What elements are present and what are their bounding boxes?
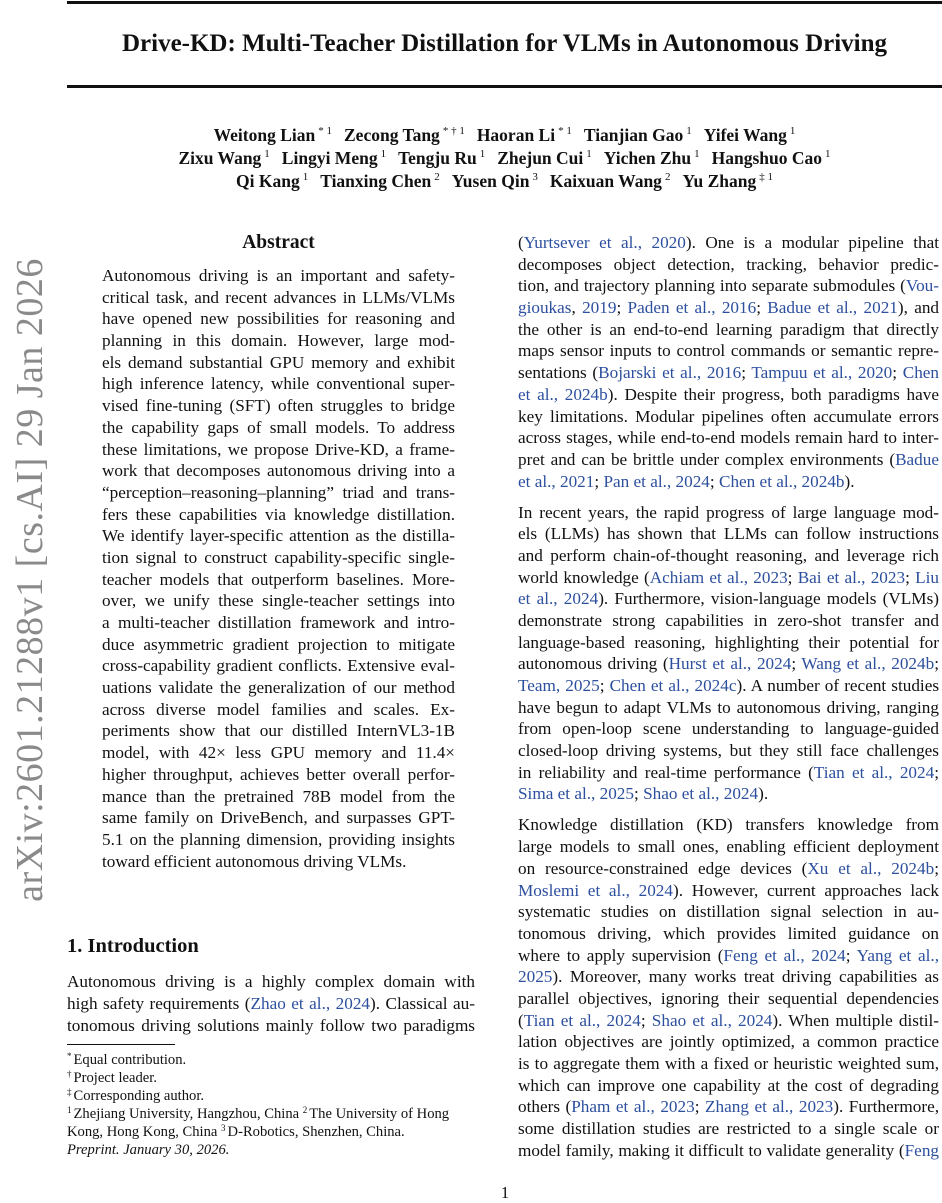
citation-link[interactable]: Achiam et al., 2023: [649, 567, 788, 587]
text-line: model family, making it difficult to validate generality (Feng: [518, 1140, 939, 1160]
citation-link[interactable]: Wang et al., 2024b: [801, 654, 935, 674]
footnote-mark: 2: [302, 1105, 308, 1115]
text-line: (Tian et al., 2024; Shao et al., 2024). When multiple distil-: [518, 1010, 939, 1030]
title-top-rule: [67, 1, 942, 4]
author-affiliation-mark: 1: [825, 148, 831, 160]
text-line: et al., 2024). Furthermore, vision-language models (VLMs): [518, 589, 939, 609]
author-affiliation-mark: 1: [264, 148, 270, 160]
citation-link[interactable]: Shao et al., 2024: [643, 784, 759, 804]
citation-link[interactable]: Team, 2025: [518, 676, 600, 696]
paragraph: [518, 814, 939, 1161]
footnote-mark: *: [67, 1051, 72, 1061]
text-line: work that decomposes autonomous driving into a: [102, 461, 455, 481]
text-line: Autonomous driving is a highly complex domain with: [67, 972, 475, 991]
text-line: “perception–reasoning–planning” triad and trans-: [102, 482, 455, 502]
title-bottom-rule: [67, 85, 942, 88]
citation-link[interactable]: et al., 2024: [518, 589, 599, 609]
footnote-mark: 3: [221, 1123, 226, 1133]
text-line: is to aggregate them with a fixed or heuristic weighted sum,: [518, 1054, 939, 1074]
text-line: lation objectives are jointly optimized, a common practice: [518, 1032, 939, 1052]
author-affiliation-mark: ‡ 1: [759, 171, 773, 183]
text-line: tion signal to construct capability-specific single-: [102, 547, 455, 567]
text-line: pret and can be brittle under complex environments (Badue: [518, 449, 939, 469]
text-line: over, we unify these single-teacher settings into: [102, 591, 455, 611]
author-name: Yichen Zhu $^1$: [603, 148, 700, 168]
text-line: Sima et al., 2025; Shao et al., 2024).: [518, 784, 769, 804]
footnote-mark: ‡: [67, 1087, 72, 1097]
text-line: periments show that our distilled InternVL3-1B: [102, 721, 455, 741]
author-affiliation-mark: 1: [789, 125, 796, 137]
footnote-text: Project leader.: [73, 1070, 157, 1086]
text-line: 2025). Moreover, many works treat driving capabilities as: [518, 967, 939, 987]
text-line: tonomous driving solutions mainly follow two paradigms: [67, 1016, 475, 1035]
text-line: high safety requirements (Zhao et al., 2024). Classical au-: [67, 994, 475, 1013]
text-line: have begun to adapt VLMs to autonomous driving, ranging: [518, 697, 939, 717]
footnote-rule: [67, 1044, 175, 1045]
text-line: systematic studies on distillation signal selection in au-: [518, 902, 939, 922]
text-line: on resource-constrained edge devices (Xu et al., 2024b;: [518, 858, 939, 878]
text-line: some distillation studies are restricted to a single scale or: [518, 1119, 939, 1139]
author-affiliation-mark: 1: [479, 148, 486, 160]
text-line: model, with 42× less GPU memory and 11.4×: [102, 743, 455, 763]
text-line: these limitations, we propose Drive-KD, a frame-: [102, 439, 455, 459]
text-line: critical task, and recent advances in LLMs/VLMs: [102, 287, 455, 307]
text-line: world knowledge (Achiam et al., 2023; Bai et al., 2023; Liu: [518, 567, 939, 587]
text-line: toward efficient autonomous driving VLMs.: [102, 851, 407, 871]
text-line: higher throughput, achieves better overall perfor-: [102, 764, 455, 784]
author-name: Lingyi Meng $^1$: [281, 148, 387, 168]
citation-link[interactable]: Chen et al., 2024c: [609, 676, 737, 696]
citation-link[interactable]: Paden et al., 2016: [627, 298, 757, 318]
right-column-body: [518, 232, 939, 1171]
citation-link[interactable]: gioukas: [518, 298, 572, 318]
citation-link[interactable]: Badue et al., 2021: [767, 298, 898, 318]
text-line: tion, and trajectory planning into separate submodules (Vou-: [518, 276, 939, 296]
footnote-text: Corresponding author.: [73, 1088, 205, 1104]
text-line: els (LLMs) has shown that LLMs can follow instructions: [518, 524, 939, 544]
text-line: in reliability and real-time performance (Tian et al., 2024;: [518, 762, 939, 782]
text-line: same family on DriveBench, and surpasses GPT-: [102, 808, 455, 828]
paragraph: [518, 502, 939, 806]
text-line: mance than the pretrained 78B model from the: [102, 786, 455, 806]
text-line: 5.1 on the planning dimension, providing insights: [102, 829, 455, 849]
text-line: vised fine-tuning (SFT) often struggles to bridge: [102, 396, 455, 416]
text-line: fers these capabilities via knowledge distillation.: [102, 504, 455, 524]
text-line: Moslemi et al., 2024). However, current approaches lack: [518, 880, 940, 900]
text-line: gioukas, 2019; Paden et al., 2016; Badue et al., 2021), and: [518, 298, 940, 318]
text-line: tonomous driving, which provides limited guidance on: [518, 923, 939, 943]
author-name: Tianxing Chen $^2$: [320, 171, 440, 191]
author-row: [67, 170, 942, 193]
author-name: Tengju Ru $^1$: [398, 148, 486, 168]
footnote-mark: 1: [67, 1105, 72, 1115]
text-line: els demand substantial GPU memory and exhibit: [102, 352, 455, 372]
text-line: and perform chain-of-thought reasoning, and leverage rich: [518, 545, 939, 565]
footnote-text: The University of Hong: [309, 1106, 450, 1122]
citation-link[interactable]: et al., 2024b: [518, 384, 608, 404]
citation-link[interactable]: Bai et al., 2023: [797, 567, 906, 587]
text-line: high inference latency, while conventional super-: [102, 374, 455, 394]
text-line: where to apply supervision (Feng et al., 2024; Yang et al.,: [518, 945, 940, 965]
author-affiliation-mark: 1: [586, 148, 592, 160]
author-affiliation-mark: 2: [664, 171, 671, 183]
citation-link[interactable]: Moslemi et al., 2024: [518, 880, 673, 900]
author-name: Yu Zhang $^{\ddagger 1}$: [682, 171, 773, 191]
footnote-text: D-Robotics, Shenzhen, China.: [227, 1124, 405, 1140]
text-line: planning in this domain. However, large mod-: [102, 331, 455, 351]
text-line: In recent years, the rapid progress of large language mod-: [518, 502, 939, 522]
footnote-text: Equal contribution.: [73, 1052, 187, 1068]
citation-link[interactable]: Bojarski et al., 2016: [598, 363, 742, 383]
text-line: Autonomous driving is an important and safety-: [102, 266, 455, 285]
author-affiliation-mark: * 1: [558, 125, 572, 137]
citation-link[interactable]: 2025: [518, 967, 553, 987]
author-affiliation-mark: 1: [694, 148, 700, 160]
page-number: 1: [500, 1183, 510, 1202]
author-name: Zecong Tang $^{* \dagger 1}$: [344, 125, 465, 145]
text-line: demonstrate strong capabilities in zero-shot transfer and: [518, 610, 939, 630]
citation-link[interactable]: Yurtsever et al., 2020: [523, 233, 686, 252]
text-line: a multi-teacher distillation framework and intro-: [102, 613, 455, 632]
author-name: Haoran Li $^{* 1}$: [476, 125, 572, 145]
footnote: [67, 1105, 477, 1123]
citation-link[interactable]: Badue: [895, 449, 939, 469]
author-name: Weitong Lian $^{* 1}$: [213, 125, 332, 145]
text-line: Knowledge distillation (KD) transfers knowledge from: [518, 815, 939, 835]
introduction-heading: 1. Introduction: [67, 935, 199, 957]
text-line: (Yurtsever et al., 2020). One is a modular pipeline that: [518, 233, 939, 252]
citation-link[interactable]: Tian et al., 2024: [813, 762, 935, 782]
author-name: Hangshuo Cao $^1$: [711, 148, 831, 168]
citation-link[interactable]: Zhao et al., 2024: [250, 994, 371, 1013]
paragraph: [102, 265, 455, 872]
abstract-heading: Abstract: [242, 232, 315, 253]
citation-link[interactable]: Liu: [915, 567, 939, 587]
citation-link[interactable]: Vou-: [905, 276, 939, 296]
author-name: Qi Kang $^1$: [236, 171, 309, 191]
text-line: et al., 2021; Pan et al., 2024; Chen et al., 2024b).: [518, 471, 855, 491]
footnote-text: Zhejiang University, Hangzhou, China: [73, 1106, 303, 1122]
text-line: across diverse model families and scales. Ex-: [102, 699, 455, 719]
text-line: maps sensor inputs to control commands or semantic repre-: [518, 341, 939, 361]
paragraph: [67, 971, 475, 1037]
author-name: Yusen Qin $^3$: [451, 171, 538, 191]
citation-link[interactable]: 2019: [582, 298, 617, 318]
citation-link[interactable]: Chen: [902, 363, 940, 383]
text-line: have opened new possibilities for reasoning and: [102, 309, 455, 329]
author-affiliation-mark: * 1: [318, 125, 332, 137]
text-line: key limitations. Modular pipelines often accumulate errors: [518, 406, 939, 426]
footnote-text: Kong, Hong Kong, China: [67, 1124, 222, 1140]
text-line: which can improve one capability at the cost of degrading: [518, 1075, 939, 1095]
text-line: Team, 2025; Chen et al., 2024c). A number of recent studies: [518, 676, 940, 696]
text-line: decomposes object detection, tracking, behavior predic-: [518, 254, 939, 274]
citation-link[interactable]: Feng: [904, 1140, 939, 1160]
text-line: autonomous driving (Hurst et al., 2024; Wang et al., 2024b;: [518, 654, 939, 674]
author-affiliation-mark: 2: [434, 171, 440, 183]
citation-link[interactable]: Sima et al., 2025: [518, 784, 634, 804]
citation-link[interactable]: Yang et al.,: [856, 945, 940, 965]
text-line: the other is an end-to-end learning paradigm that directly: [518, 319, 939, 339]
arxiv-stamp: arXiv:2601.21288v1 [cs.AI] 29 Jan 2026: [9, 258, 51, 902]
text-line: We identify layer-specific attention as the distilla-: [102, 526, 455, 546]
footnote: [67, 1087, 477, 1105]
citation-link[interactable]: Tampuu et al., 2020: [751, 363, 893, 383]
author-affiliation-mark: 1: [686, 125, 692, 137]
author-name: Zixu Wang $^1$: [178, 148, 270, 168]
citation-link[interactable]: Zhang et al., 2023: [705, 1097, 834, 1117]
author-affiliation-mark: * † 1: [442, 125, 465, 137]
citation-link[interactable]: Xu et al., 2024b: [807, 858, 935, 878]
footnotes: [67, 1051, 477, 1159]
text-line: uations validate the generalization of our method: [102, 678, 455, 698]
author-affiliation-mark: 1: [380, 148, 387, 160]
citation-link[interactable]: Chen et al., 2024b: [718, 471, 845, 491]
abstract-body: [102, 265, 455, 882]
footnote: [67, 1069, 477, 1087]
author-affiliation-mark: 3: [532, 171, 538, 183]
citation-link[interactable]: Pan et al., 2024: [603, 471, 710, 491]
citation-link[interactable]: Tian et al., 2024: [523, 1010, 641, 1030]
citation-link[interactable]: Feng et al., 2024: [723, 945, 846, 965]
text-line: parallel objectives, ignoring their sequential dependencies: [518, 988, 939, 1008]
text-line: duce asymmetric gradient projection to mitigate: [102, 634, 455, 654]
text-line: closed-loop driving systems, but they still face challenges: [518, 741, 939, 761]
text-line: language-based reasoning, highlighting their potential for: [518, 632, 939, 652]
author-name: Yifei Wang $^1$: [703, 125, 796, 145]
author-affiliation-mark: 1: [302, 171, 309, 183]
author-name: Zhejun Cui $^1$: [497, 148, 592, 168]
text-line: sentations (Bojarski et al., 2016; Tampuu et al., 2020; Chen: [518, 363, 940, 383]
text-line: across stages, while end-to-end models remain hard to inter-: [518, 428, 939, 448]
text-line: teacher models that outperform baselines. More-: [102, 569, 455, 589]
citation-link[interactable]: et al., 2021: [518, 471, 595, 491]
author-name: Tianjian Gao $^1$: [583, 125, 692, 145]
footnote: [67, 1051, 477, 1069]
footnote: [67, 1123, 477, 1141]
citation-link[interactable]: Shao et al., 2024: [651, 1010, 773, 1030]
author-row: [67, 124, 942, 147]
author-list: [67, 124, 942, 193]
footnote-mark: †: [67, 1069, 72, 1079]
paper-title: Drive-KD: Multi-Teacher Distillation for VLMs in Autonomous Driving: [121, 30, 888, 57]
text-line: et al., 2024b). Despite their progress, both paradigms have: [518, 384, 939, 404]
text-line: others (Pham et al., 2023; Zhang et al., 2023). Furthermore,: [518, 1097, 939, 1117]
text-line: cross-capability gradient conflicts. Extensive eval-: [102, 656, 455, 676]
introduction-body: [67, 971, 475, 1046]
text-line: the capability gaps of small models. To address: [102, 417, 455, 437]
text-line: large models to small ones, enabling efficient deployment: [518, 837, 939, 857]
author-name: Kaixuan Wang $^2$: [549, 171, 671, 191]
citation-link[interactable]: Hurst et al., 2024: [668, 654, 792, 674]
citation-link[interactable]: Pham et al., 2023: [571, 1097, 695, 1117]
author-row: [67, 147, 942, 170]
text-line: from open-loop scene understanding to language-guided: [518, 719, 939, 739]
preprint-note: Preprint. January 30, 2026.: [67, 1142, 230, 1158]
paragraph: [518, 232, 939, 492]
